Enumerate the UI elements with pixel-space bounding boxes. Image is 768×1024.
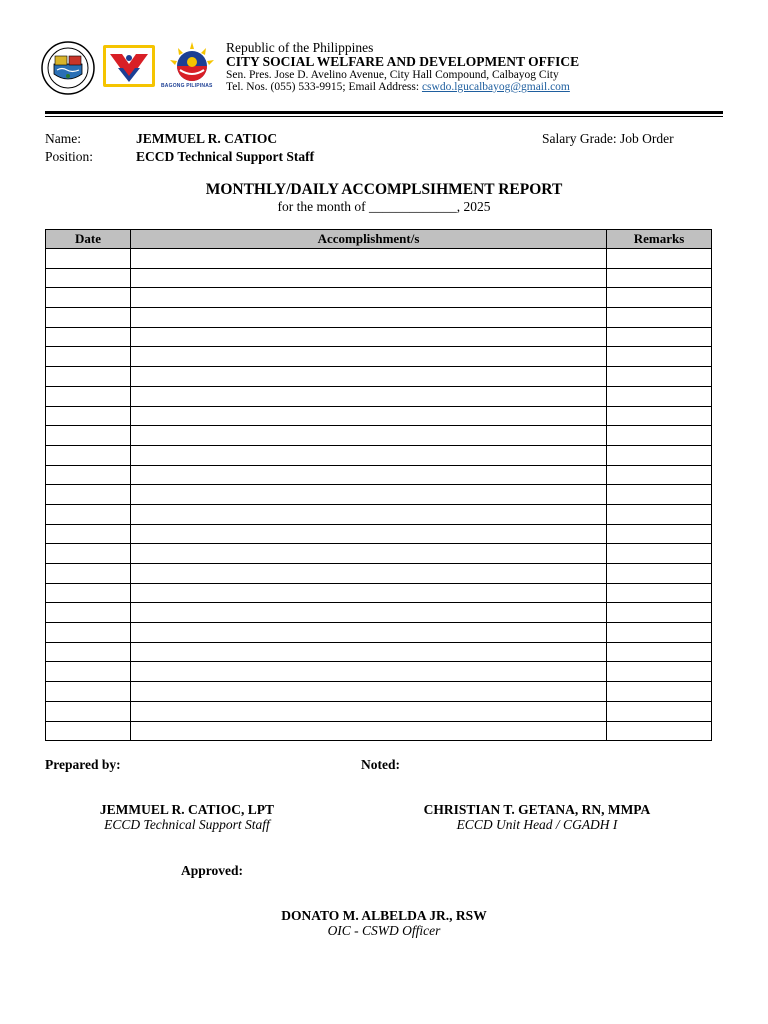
date-cell[interactable] bbox=[46, 583, 131, 603]
date-cell[interactable] bbox=[46, 603, 131, 623]
accomplishment-cell[interactable] bbox=[131, 524, 607, 544]
remarks-cell[interactable] bbox=[607, 249, 712, 269]
table-row bbox=[46, 347, 712, 367]
accomplishment-cell[interactable] bbox=[131, 268, 607, 288]
email-link[interactable]: cswdo.lgucalbayog@gmail.com bbox=[421, 81, 570, 93]
remarks-cell[interactable] bbox=[607, 544, 712, 564]
prepared-title: ECCD Technical Support Staff bbox=[104, 817, 270, 832]
table-row bbox=[46, 327, 712, 347]
salary-grade: Salary Grade: Job Order bbox=[542, 131, 674, 146]
date-cell[interactable] bbox=[46, 682, 131, 702]
report-title: MONTHLY/DAILY ACCOMPLSIHMENT REPORT bbox=[205, 181, 563, 198]
date-cell[interactable] bbox=[46, 642, 131, 662]
date-cell[interactable] bbox=[46, 465, 131, 485]
remarks-cell[interactable] bbox=[607, 367, 712, 387]
remarks-cell[interactable] bbox=[607, 347, 712, 367]
accomplishment-cell[interactable] bbox=[131, 465, 607, 485]
table-row bbox=[46, 662, 712, 682]
remarks-cell[interactable] bbox=[607, 603, 712, 623]
table-row bbox=[46, 386, 712, 406]
city-seal-logo bbox=[40, 40, 96, 101]
noted-name: CHRISTIAN T. GETANA, RN, MMPA bbox=[423, 802, 651, 817]
accomplishment-cell[interactable] bbox=[131, 386, 607, 406]
table-row bbox=[46, 445, 712, 465]
position-label: Position: bbox=[45, 149, 94, 164]
header-address: Sen. Pres. Jose D. Avelino Avenue, City Hall Compound, Calbayog City bbox=[226, 69, 559, 81]
table-row bbox=[46, 701, 712, 721]
table-row bbox=[46, 406, 712, 426]
accomplishment-cell[interactable] bbox=[131, 603, 607, 623]
table-row bbox=[46, 288, 712, 308]
table-row bbox=[46, 465, 712, 485]
table-row bbox=[46, 544, 712, 564]
date-cell[interactable] bbox=[46, 504, 131, 524]
header-country: Republic of the Philippines bbox=[226, 40, 374, 55]
approved-label: Approved: bbox=[181, 863, 244, 878]
date-cell[interactable] bbox=[46, 268, 131, 288]
remarks-cell[interactable] bbox=[607, 327, 712, 347]
accomplishment-cell[interactable] bbox=[131, 583, 607, 603]
date-cell[interactable] bbox=[46, 445, 131, 465]
remarks-cell[interactable] bbox=[607, 564, 712, 584]
date-cell[interactable] bbox=[46, 544, 131, 564]
accomplishment-cell[interactable] bbox=[131, 288, 607, 308]
remarks-cell[interactable] bbox=[607, 662, 712, 682]
table-row bbox=[46, 367, 712, 387]
accomplishment-cell[interactable] bbox=[131, 249, 607, 269]
date-cell[interactable] bbox=[46, 327, 131, 347]
table-row bbox=[46, 583, 712, 603]
date-cell[interactable] bbox=[46, 367, 131, 387]
date-cell[interactable] bbox=[46, 308, 131, 328]
date-cell[interactable] bbox=[46, 564, 131, 584]
remarks-cell[interactable] bbox=[607, 485, 712, 505]
accomplishment-cell[interactable] bbox=[131, 308, 607, 328]
table-row bbox=[46, 682, 712, 702]
approved-name: DONATO M. ALBELDA JR., RSW bbox=[281, 908, 487, 923]
noted-label: Noted: bbox=[361, 757, 400, 772]
accomplishment-cell[interactable] bbox=[131, 662, 607, 682]
bagong-pilipinas-logo bbox=[160, 40, 224, 99]
date-cell[interactable] bbox=[46, 524, 131, 544]
table-header-row bbox=[46, 230, 712, 249]
date-cell[interactable] bbox=[46, 485, 131, 505]
table-row bbox=[46, 721, 712, 741]
accomplishment-cell[interactable] bbox=[131, 327, 607, 347]
date-cell[interactable] bbox=[46, 288, 131, 308]
remarks-cell[interactable] bbox=[607, 721, 712, 741]
header-office: CITY SOCIAL WELFARE AND DEVELOPMENT OFFICE bbox=[226, 54, 580, 69]
noted-title: ECCD Unit Head / CGADH I bbox=[456, 817, 618, 832]
table-row bbox=[46, 524, 712, 544]
table-row bbox=[46, 308, 712, 328]
remarks-cell[interactable] bbox=[607, 406, 712, 426]
remarks-cell[interactable] bbox=[607, 445, 712, 465]
report-subtitle: for the month of _____________, 2025 bbox=[277, 199, 491, 214]
remarks-cell[interactable] bbox=[607, 701, 712, 721]
prepared-by-label: Prepared by: bbox=[45, 757, 121, 772]
remarks-cell[interactable] bbox=[607, 426, 712, 446]
date-cell[interactable] bbox=[46, 662, 131, 682]
accomplishment-cell[interactable] bbox=[131, 445, 607, 465]
table-row bbox=[46, 623, 712, 643]
accomplishment-cell[interactable] bbox=[131, 406, 607, 426]
accomplishment-cell[interactable] bbox=[131, 564, 607, 584]
remarks-cell[interactable] bbox=[607, 583, 712, 603]
table-body bbox=[46, 249, 712, 741]
table-row bbox=[46, 249, 712, 269]
accomplishment-cell[interactable] bbox=[131, 485, 607, 505]
remarks-cell[interactable] bbox=[607, 308, 712, 328]
remarks-cell[interactable] bbox=[607, 682, 712, 702]
header-tel: Tel. Nos. (055) 533-9915; Email Address: bbox=[226, 81, 422, 93]
remarks-cell[interactable] bbox=[607, 268, 712, 288]
accomplishment-table bbox=[45, 229, 712, 741]
accomplishment-cell[interactable] bbox=[131, 701, 607, 721]
date-cell[interactable] bbox=[46, 623, 131, 643]
dswd-logo bbox=[102, 44, 156, 93]
table-row bbox=[46, 426, 712, 446]
accomplishment-cell[interactable] bbox=[131, 682, 607, 702]
table-row bbox=[46, 564, 712, 584]
table-row bbox=[46, 504, 712, 524]
column-header-remarks: Remarks bbox=[607, 230, 712, 249]
date-cell[interactable] bbox=[46, 249, 131, 269]
table-row bbox=[46, 268, 712, 288]
header-divider-thin bbox=[45, 116, 723, 117]
name-value: JEMMUEL R. CATIOC bbox=[136, 131, 278, 146]
remarks-cell[interactable] bbox=[607, 524, 712, 544]
position-value: ECCD Technical Support Staff bbox=[136, 149, 315, 164]
header-contact bbox=[226, 81, 570, 93]
column-header-date: Date bbox=[46, 230, 131, 249]
table-row bbox=[46, 485, 712, 505]
remarks-cell[interactable] bbox=[607, 504, 712, 524]
remarks-cell[interactable] bbox=[607, 465, 712, 485]
accomplishment-cell[interactable] bbox=[131, 367, 607, 387]
date-cell[interactable] bbox=[46, 701, 131, 721]
remarks-cell[interactable] bbox=[607, 288, 712, 308]
accomplishment-cell[interactable] bbox=[131, 426, 607, 446]
header-divider-thick bbox=[45, 111, 723, 114]
table-row bbox=[46, 603, 712, 623]
remarks-cell[interactable] bbox=[607, 386, 712, 406]
table-row bbox=[46, 642, 712, 662]
approved-title: OIC - CSWD Officer bbox=[327, 923, 441, 938]
name-label: Name: bbox=[45, 131, 81, 146]
column-header-accomplishments: Accomplishment/s bbox=[131, 230, 607, 249]
remarks-cell[interactable] bbox=[607, 642, 712, 662]
accomplishment-cell[interactable] bbox=[131, 347, 607, 367]
date-cell[interactable] bbox=[46, 386, 131, 406]
accomplishment-cell[interactable] bbox=[131, 721, 607, 741]
date-cell[interactable] bbox=[46, 721, 131, 741]
date-cell[interactable] bbox=[46, 426, 131, 446]
date-cell[interactable] bbox=[46, 347, 131, 367]
accomplishment-cell[interactable] bbox=[131, 623, 607, 643]
prepared-name: JEMMUEL R. CATIOC, LPT bbox=[99, 802, 275, 817]
remarks-cell[interactable] bbox=[607, 623, 712, 643]
accomplishment-cell[interactable] bbox=[131, 504, 607, 524]
date-cell[interactable] bbox=[46, 406, 131, 426]
bagong-pilipinas-caption: BAGONG PILIPINAS bbox=[161, 83, 213, 89]
accomplishment-cell[interactable] bbox=[131, 544, 607, 564]
accomplishment-cell[interactable] bbox=[131, 642, 607, 662]
